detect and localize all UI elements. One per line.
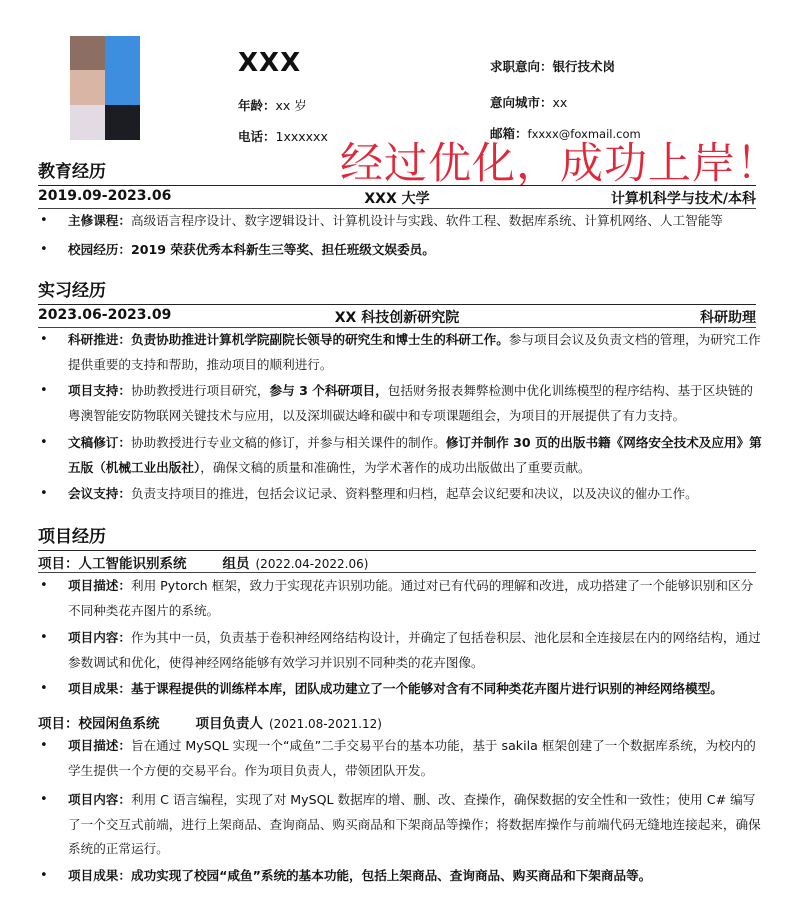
intent-label: 求职意向： <box>490 59 553 74</box>
bullet-label: 项目成果： <box>68 681 131 696</box>
bullet-dot: • <box>40 383 48 398</box>
bullet-dot: • <box>40 242 48 257</box>
age-label: 年龄： <box>238 98 276 113</box>
internship-role: 科研助理 <box>700 310 756 326</box>
project-date: (2022.04-2022.06) <box>255 557 369 571</box>
bullet-text <box>68 379 762 428</box>
profile-photo <box>70 36 140 140</box>
bullet-body: 协助教授进行项目研究， <box>130 383 270 398</box>
divider <box>38 572 756 573</box>
education-row <box>38 188 756 208</box>
bullet-body: 2019 荣获优秀本科新生三等奖、担任班级文娱委员。 <box>130 242 435 257</box>
bullet-body: 包括财务报表舞弊检测中优化训练模型的程序结构、基于区块链的粤澳智能安防物联网关键技术与应用，以及深圳碳达峰和碳中和专项课题组会，为项目的开展提供了有力支持。 <box>68 383 754 423</box>
project-title-row <box>38 552 368 572</box>
bullet-text <box>68 574 762 623</box>
bullet-body: 旨在通过 MySQL 实现一个“咸鱼”二手交易平台的基本功能，基于 sakila 框架创建了一个数据库系统，为校内的学生提供一个方便的交易平台。作为项目负责人，带领团队开发。 <box>68 738 756 778</box>
bullet-dot: • <box>40 792 48 807</box>
internship-section-header <box>38 276 756 305</box>
red-slogan-overlay: 经过优化，成功上岸！ <box>340 139 780 189</box>
bullet-label: 项目描述： <box>68 738 131 753</box>
bullet-body: 协助教授进行专业文稿的修订，并参与相关课件的制作。 <box>130 435 446 450</box>
section-title: 教育经历 <box>38 157 756 186</box>
bullet-dot: • <box>40 332 48 347</box>
bullet-label: 项目描述： <box>68 578 131 593</box>
bullet-label: 科研推进： <box>68 332 131 347</box>
bullet-body: ，确保文稿的质量和准确性，为学术著作的成功出版做出了重要贡献。 <box>200 459 591 475</box>
city-line <box>490 93 567 111</box>
section-title: 实习经历 <box>38 276 756 305</box>
photo-cell <box>70 36 105 70</box>
bullet-text <box>68 328 762 377</box>
bullet-bold: 修订并制作 30 页的出版书籍《网络安全技术及应用》第五版（机械工业出版社） <box>68 435 762 475</box>
email-value: fxxxx@foxmail.com <box>527 127 641 141</box>
phone-line <box>238 127 328 145</box>
photo-cell <box>70 105 105 140</box>
phone-value: 1xxxxxx <box>275 129 328 144</box>
bullet-body: 基于课程提供的训练样本库，团队成功建立了一个能够对含有不同种类花卉图片进行识别的神经网络模型。 <box>130 681 723 696</box>
project-name: 项目：人工智能识别系统 <box>38 556 187 572</box>
bullet-text <box>68 482 762 507</box>
bullet-text <box>68 677 762 702</box>
bullet-label: 文稿修订： <box>68 435 131 450</box>
internship-row <box>38 307 756 327</box>
bullet-body: 作为其中一员，负责基于卷积神经网络结构设计，并确定了包括卷积层、池化层和全连接层在内的网络结构，通过参数调试和优化，使得神经网络能够有效学习并识别不同种类的花卉图像。 <box>68 630 761 670</box>
bullet-text <box>68 431 762 480</box>
bullet-bold: 参与 3 个科研项目， <box>269 383 388 398</box>
bullet-label: 项目内容： <box>68 630 131 645</box>
project-name: 项目：校园闲鱼系统 <box>38 716 160 732</box>
bullet-label: 项目支持： <box>68 383 131 398</box>
photo-cell <box>70 70 105 105</box>
photo-cell <box>105 105 140 140</box>
bullet-dot: • <box>40 681 48 696</box>
bullet-dot: • <box>40 868 48 883</box>
project-role: 项目负责人 <box>195 716 263 732</box>
education-date: 2019.09-2023.06 <box>38 188 172 204</box>
bullet-label: 项目成果： <box>68 868 131 883</box>
bullet-bold: 负责协助推进计算机学院副院长领导的研究生和博士生的科研工作。 <box>130 332 509 347</box>
city-value: xx <box>552 95 568 110</box>
age-line <box>238 96 307 114</box>
project-title-row <box>38 712 382 732</box>
bullet-text <box>68 734 762 783</box>
bullet-body: 利用 Pytorch 框架，致力于实现花卉识别功能。通过对已有代码的理解和改进，成功搭建了一个能够识别和区分不同种类花卉图片的系统。 <box>68 578 754 618</box>
bullet-text <box>68 238 762 263</box>
education-major: 计算机科学与技术/本科 <box>610 191 756 207</box>
bullet-dot: • <box>40 578 48 593</box>
bullet-text <box>68 626 762 675</box>
bullet-dot: • <box>40 435 48 450</box>
bullet-label: 主修课程： <box>68 213 131 228</box>
bullet-dot: • <box>40 630 48 645</box>
bullet-dot: • <box>40 738 48 753</box>
bullet-text <box>68 864 762 889</box>
bullet-body: 成功实现了校园“咸鱼”系统的基本功能，包括上架商品、查询商品、购买商品和下架商品等。 <box>130 868 652 883</box>
education-school: XXX 大学 <box>364 191 430 207</box>
photo-cell <box>105 36 140 70</box>
internship-org: XX 科技创新研究院 <box>334 310 460 326</box>
bullet-body: 利用 C 语言编程，实现了对 MySQL 数据库的增、删、改、查操作，确保数据的安全性和一致性；使用 C# 编写了一个交互式前端，进行上架商品、查询商品、购买商品和下架商品等操作；将数据库操作与前端代码无缝地连接起来，确保系统的正常运行。 <box>68 792 761 856</box>
education-section-header <box>38 157 756 186</box>
intent-line <box>490 57 615 75</box>
email-label: 邮箱： <box>490 126 528 141</box>
bullet-label: 会议支持： <box>68 486 131 501</box>
photo-cell <box>105 70 140 105</box>
bullet-body: 参与项目会议及负责文档的管理，为研究工作提供重要的支持和帮助，推动项目的顺利进行。 <box>68 332 761 372</box>
age-value: xx 岁 <box>275 98 307 113</box>
projects-section-header <box>38 522 756 551</box>
bullet-label: 校园经历： <box>68 242 131 257</box>
project-date: (2021.08-2021.12) <box>269 717 382 731</box>
bullet-dot: • <box>40 486 48 501</box>
bullet-body: 高级语言程序设计、数字逻辑设计、计算机设计与实践、软件工程、数据库系统、计算机网络、人工智能等 <box>130 213 723 228</box>
candidate-name: XXX <box>238 48 302 78</box>
bullet-text <box>68 788 762 862</box>
bullet-label: 项目内容： <box>68 792 131 807</box>
bullet-dot: • <box>40 213 48 228</box>
city-label: 意向城市： <box>490 95 553 110</box>
bullet-text <box>68 209 762 234</box>
internship-date: 2023.06-2023.09 <box>38 307 172 323</box>
bullet-body: 负责支持项目的推进，包括会议记录、资料整理和归档，起草会议纪要和决议，以及决议的催办工作。 <box>130 486 698 501</box>
project-role: 组员 <box>222 556 250 572</box>
intent-value: 银行技术岗 <box>552 59 616 74</box>
section-title: 项目经历 <box>38 522 756 551</box>
phone-label: 电话： <box>238 129 276 144</box>
